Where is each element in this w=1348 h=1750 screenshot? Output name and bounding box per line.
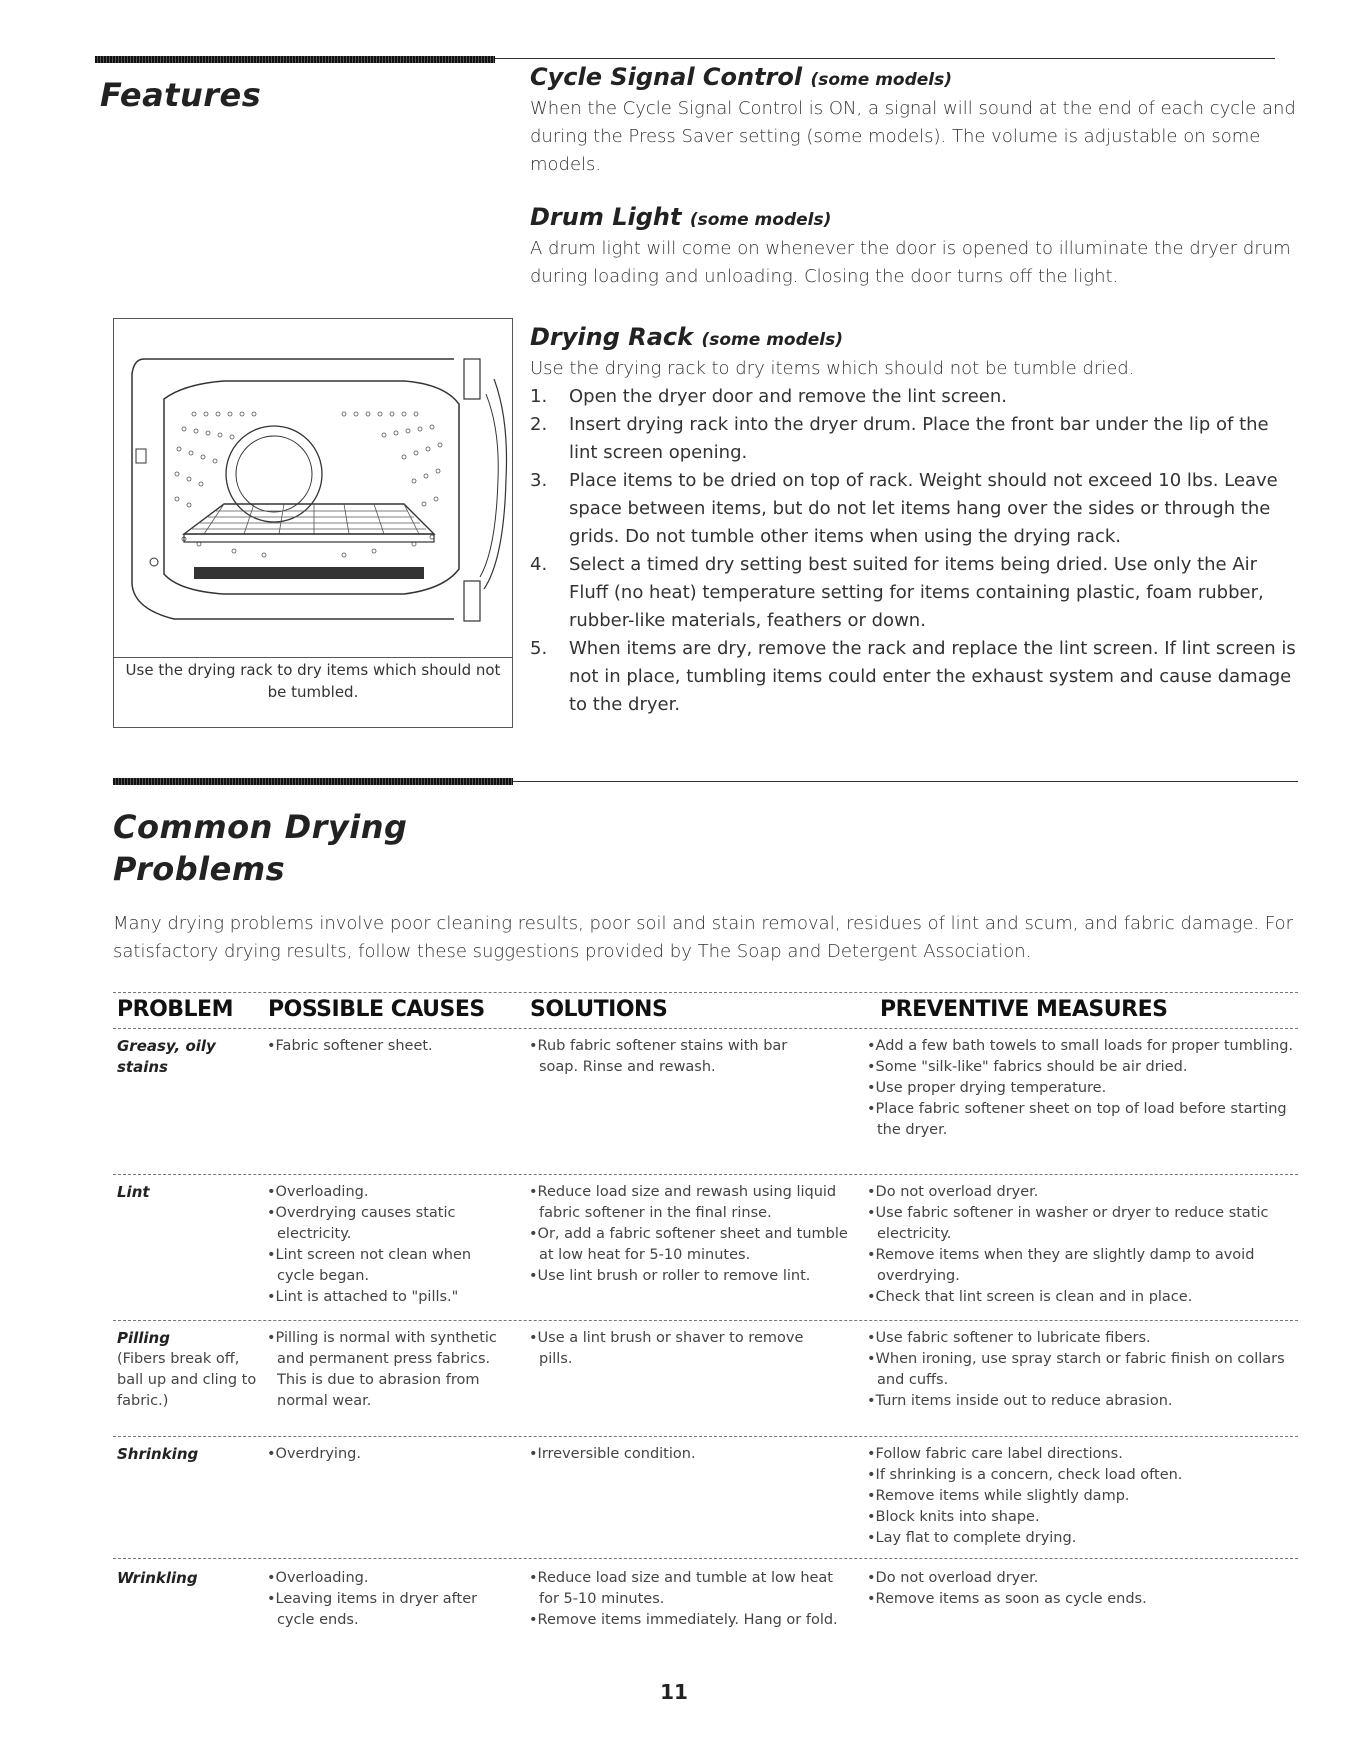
row-causes: •Overloading. •Overdrying causes static electricity. •Lint screen not clean when cycle began. •Lint is attached to "pills." [267, 1184, 472, 1305]
problems-title-line2: Problems [113, 850, 286, 888]
dryer-drum-illustration [114, 319, 512, 655]
row-preventive: •Follow fabric care label directions. •If shrinking is a concern, check load often. •Remove items while slightly damp. •Block knits into shape. •Lay flat to complete drying. [867, 1446, 1183, 1546]
drying-rack-heading: Drying Rack (some models) [530, 323, 844, 351]
row-causes: •Overloading. •Leaving items in dryer after cycle ends. [267, 1570, 478, 1628]
figure-caption: Use the drying rack to dry items which should not be tumbled. [125, 661, 501, 701]
header-causes: POSSIBLE CAUSES [268, 997, 485, 1022]
drying-rack-intro: Use the drying rack to dry items which should not be tumble dried. [530, 358, 1135, 379]
drying-rack-figure [113, 318, 513, 728]
row-causes: •Fabric softener sheet. [267, 1038, 433, 1054]
row-problem: Pilling (Fibers break off, ball up and cling to fabric.) [117, 1329, 257, 1409]
step-item: 4. Select a timed dry setting best suited for items being dried. Use only the Air Fluff (no heat) temperature setting for items containing plastic, foam rubber, rubber-like materials, feathers or down. [530, 554, 1264, 631]
features-rule-thick [95, 56, 495, 63]
row-solutions: •Rub fabric softener stains with bar soap. Rinse and rewash. [529, 1038, 788, 1075]
row-solutions: •Reduce load size and rewash using liquid fabric softener in the final rinse. •Or, add a fabric softener sheet and tumble at low heat for 5-10 minutes. •Use lint brush or roller to remove lint. [529, 1184, 848, 1284]
drum-light-section [530, 202, 1300, 291]
header-problem: PROBLEM [117, 997, 233, 1022]
features-title: Features [100, 76, 262, 114]
header-preventive: PREVENTIVE MEASURES [880, 997, 1168, 1022]
figure-separator [114, 657, 512, 658]
problems-rule-thick [113, 778, 513, 785]
row-problem: Lint [117, 1183, 150, 1201]
row-solutions: •Irreversible condition. [529, 1446, 696, 1462]
problems-intro: Many drying problems involve poor cleaning results, poor soil and stain removal, residues of lint and scum, and fabric damage. For satisfactory drying results, follow these suggestions provided by The Soap and Detergent Association. [113, 913, 1293, 962]
header-solutions: SOLUTIONS [530, 997, 668, 1022]
problems-rule-thin [513, 781, 1298, 782]
row-causes: •Overdrying. [267, 1446, 361, 1462]
row-problem: Greasy, oily stains [117, 1037, 216, 1076]
row-preventive: •Add a few bath towels to small loads for proper tumbling. •Some "silk-like" fabrics should be air dried. •Use proper drying temperature. •Place fabric softener sheet on top of load before starting the dryer. [867, 1038, 1294, 1138]
step-item: 2. Insert drying rack into the dryer drum. Place the front bar under the lip of the lint screen opening. [530, 414, 1269, 463]
row-divider [113, 1558, 1298, 1559]
row-causes: •Pilling is normal with synthetic and permanent press fabrics. This is due to abrasion from normal wear. [267, 1330, 497, 1409]
table-header-rule [113, 1028, 1298, 1029]
cycle-signal-heading: Cycle Signal Control (some models) [530, 63, 953, 91]
page-number: 11 [660, 1680, 688, 1704]
row-divider [113, 1436, 1298, 1437]
row-problem: Shrinking [117, 1445, 199, 1463]
drying-rack-section [530, 322, 1300, 719]
drum-light-text: A drum light will come on whenever the door is opened to illuminate the dryer drum during loading and unloading. Closing the door turns off the light. [530, 238, 1291, 287]
problems-title-line1: Common Drying [113, 808, 408, 846]
cycle-signal-section [530, 62, 1300, 179]
drum-light-heading: Drum Light (some models) [530, 203, 832, 231]
row-solutions: •Use a lint brush or shaver to remove pills. [529, 1330, 804, 1367]
row-divider [113, 1320, 1298, 1321]
step-item: 5. When items are dry, remove the rack and replace the lint screen. If lint screen is not in place, tumbling items could enter the exhaust system and cause damage to the dryer. [530, 638, 1296, 715]
row-problem: Wrinkling [117, 1569, 198, 1587]
step-item: 3. Place items to be dried on top of rack. Weight should not exceed 10 lbs. Leave space between items, but do not let items hang over the sides or through the grids. Do not tumble other items when using the drying rack. [530, 470, 1278, 547]
table-top-rule [113, 992, 1298, 993]
row-preventive: •Do not overload dryer. •Remove items as soon as cycle ends. [867, 1570, 1147, 1607]
row-divider [113, 1174, 1298, 1175]
drying-rack-steps [530, 383, 1300, 719]
row-preventive: •Use fabric softener to lubricate fibers. •When ironing, use spray starch or fabric finish on collars and cuffs. •Turn items inside out to reduce abrasion. [867, 1330, 1285, 1409]
step-item: 1. Open the dryer door and remove the lint screen. [530, 386, 1007, 407]
row-preventive: •Do not overload dryer. •Use fabric softener in washer or dryer to reduce static electricity. •Remove items when they are slightly damp to avoid overdrying. •Check that lint screen is clean and in place. [867, 1184, 1269, 1305]
cycle-signal-text: When the Cycle Signal Control is ON, a signal will sound at the end of each cycle and during the Press Saver setting (some models). The volume is adjustable on some models. [530, 98, 1296, 175]
features-rule-thin [495, 58, 1275, 59]
row-solutions: •Reduce load size and tumble at low heat for 5-10 minutes. •Remove items immediately. Hang or fold. [529, 1570, 838, 1628]
